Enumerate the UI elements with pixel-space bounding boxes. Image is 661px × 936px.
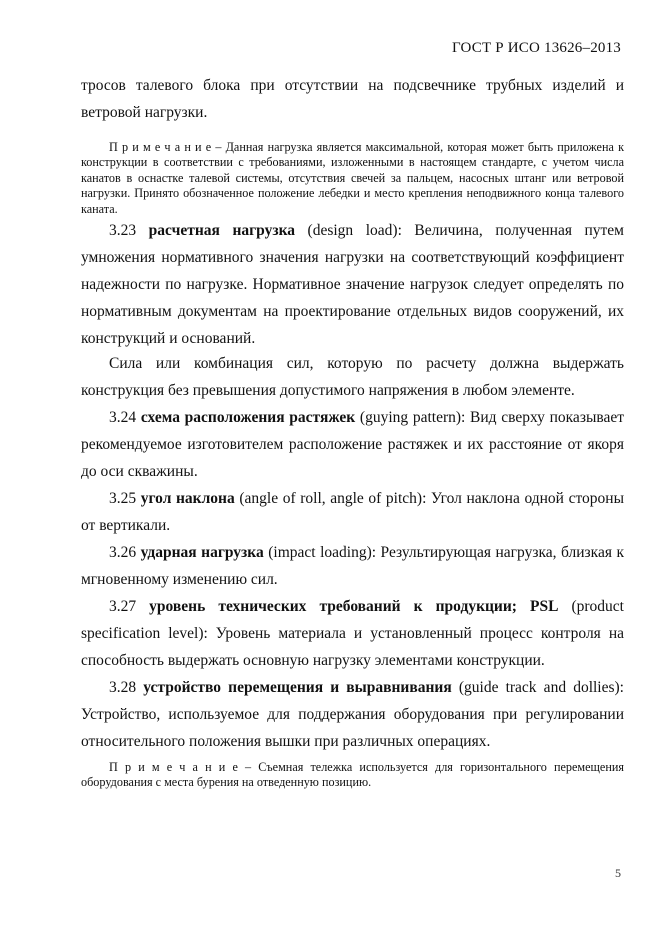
clause-3-28 <box>81 674 624 755</box>
clause-term: устройство перемещения и выравнивания <box>143 679 452 696</box>
note-text: – Съемная тележка используется для горизонтального перемещения оборудования с места бурения на отведенную позицию. <box>81 760 624 790</box>
clause-definition: (guying pattern): Вид сверху показывает рекомендуемое изготовителем расположение растяжек и их расстояние от якоря до оси скважины. <box>81 409 624 480</box>
clause-definition: (design load): Величина, полученная путем умножения нормативного значения нагрузки на соответствующий коэффициент надежности по нагрузке. Нормативное значение нагрузок следует определять по нормативным документам на проектирование отдельных видов сооружений, их конструкций и оснований. <box>81 222 624 347</box>
clause-extra-text: Сила или комбинация сил, которую по расчету должна выдержать конструкция без превышения допустимого напряжения в любом элементе. <box>81 355 624 399</box>
clause-definition: (impact loading): Результирующая нагрузка, близкая к мгновенному изменению сил. <box>81 544 624 588</box>
note-label: П р и м е ч а н и е <box>109 140 212 154</box>
clause-number: 3.23 <box>109 222 137 239</box>
clause-definition: (guide track and dollies): Устройство, используемое для поддержания оборудования при регулировании относительного положения вышки при различных операциях. <box>81 679 624 750</box>
note-2 <box>81 760 624 791</box>
clause-number: 3.26 <box>109 544 137 561</box>
clause-term: ударная нагрузка <box>140 544 264 561</box>
clause-3-25 <box>81 485 624 539</box>
clause-number: 3.25 <box>109 490 137 507</box>
clause-term: схема расположения растяжек <box>140 409 356 426</box>
clause-3-23 <box>81 217 624 352</box>
clause-number: 3.24 <box>109 409 137 426</box>
clause-definition: (product specification level): Уровень материала и установленный процесс контроля на способность выдержать основную нагрузку элементами конструкции. <box>81 598 624 669</box>
clause-3-24 <box>81 404 624 485</box>
clause-term: расчетная нагрузка <box>148 222 296 239</box>
page-header: ГОСТ Р ИСО 13626–2013 <box>452 40 621 56</box>
clause-3-26 <box>81 539 624 593</box>
clause-definition: (angle of roll, angle of pitch): Угол наклона одной стороны от вертикали. <box>81 490 624 534</box>
note-1 <box>81 140 624 217</box>
page-number: 5 <box>615 866 621 880</box>
clause-3-23-extra <box>81 350 624 404</box>
clause-term: угол наклона <box>140 490 235 507</box>
clause-number: 3.27 <box>109 598 137 615</box>
continuation-text: тросов талевого блока при отсутствии на подсвечнике трубных изделий и ветровой нагрузки. <box>81 77 624 121</box>
clause-3-27 <box>81 593 624 674</box>
continuation-paragraph <box>81 72 624 126</box>
note-text: – Данная нагрузка является максимальной, которая может быть приложена к конструкции в соответствии с требованиями, изложенными в настоящем стандарте, с учетом числа канатов в оснастке талевой системы, отсутствия свечей за пальцем, насосных штанг или ветровой нагрузки. Принято обозначенное положение лебедки и место крепления неподвижного конца талевого каната. <box>81 140 624 216</box>
clause-number: 3.28 <box>109 679 137 696</box>
clause-term: уровень технических требований к продукции; PSL <box>149 598 559 615</box>
note-label: П р и м е ч а н и е <box>109 760 238 774</box>
